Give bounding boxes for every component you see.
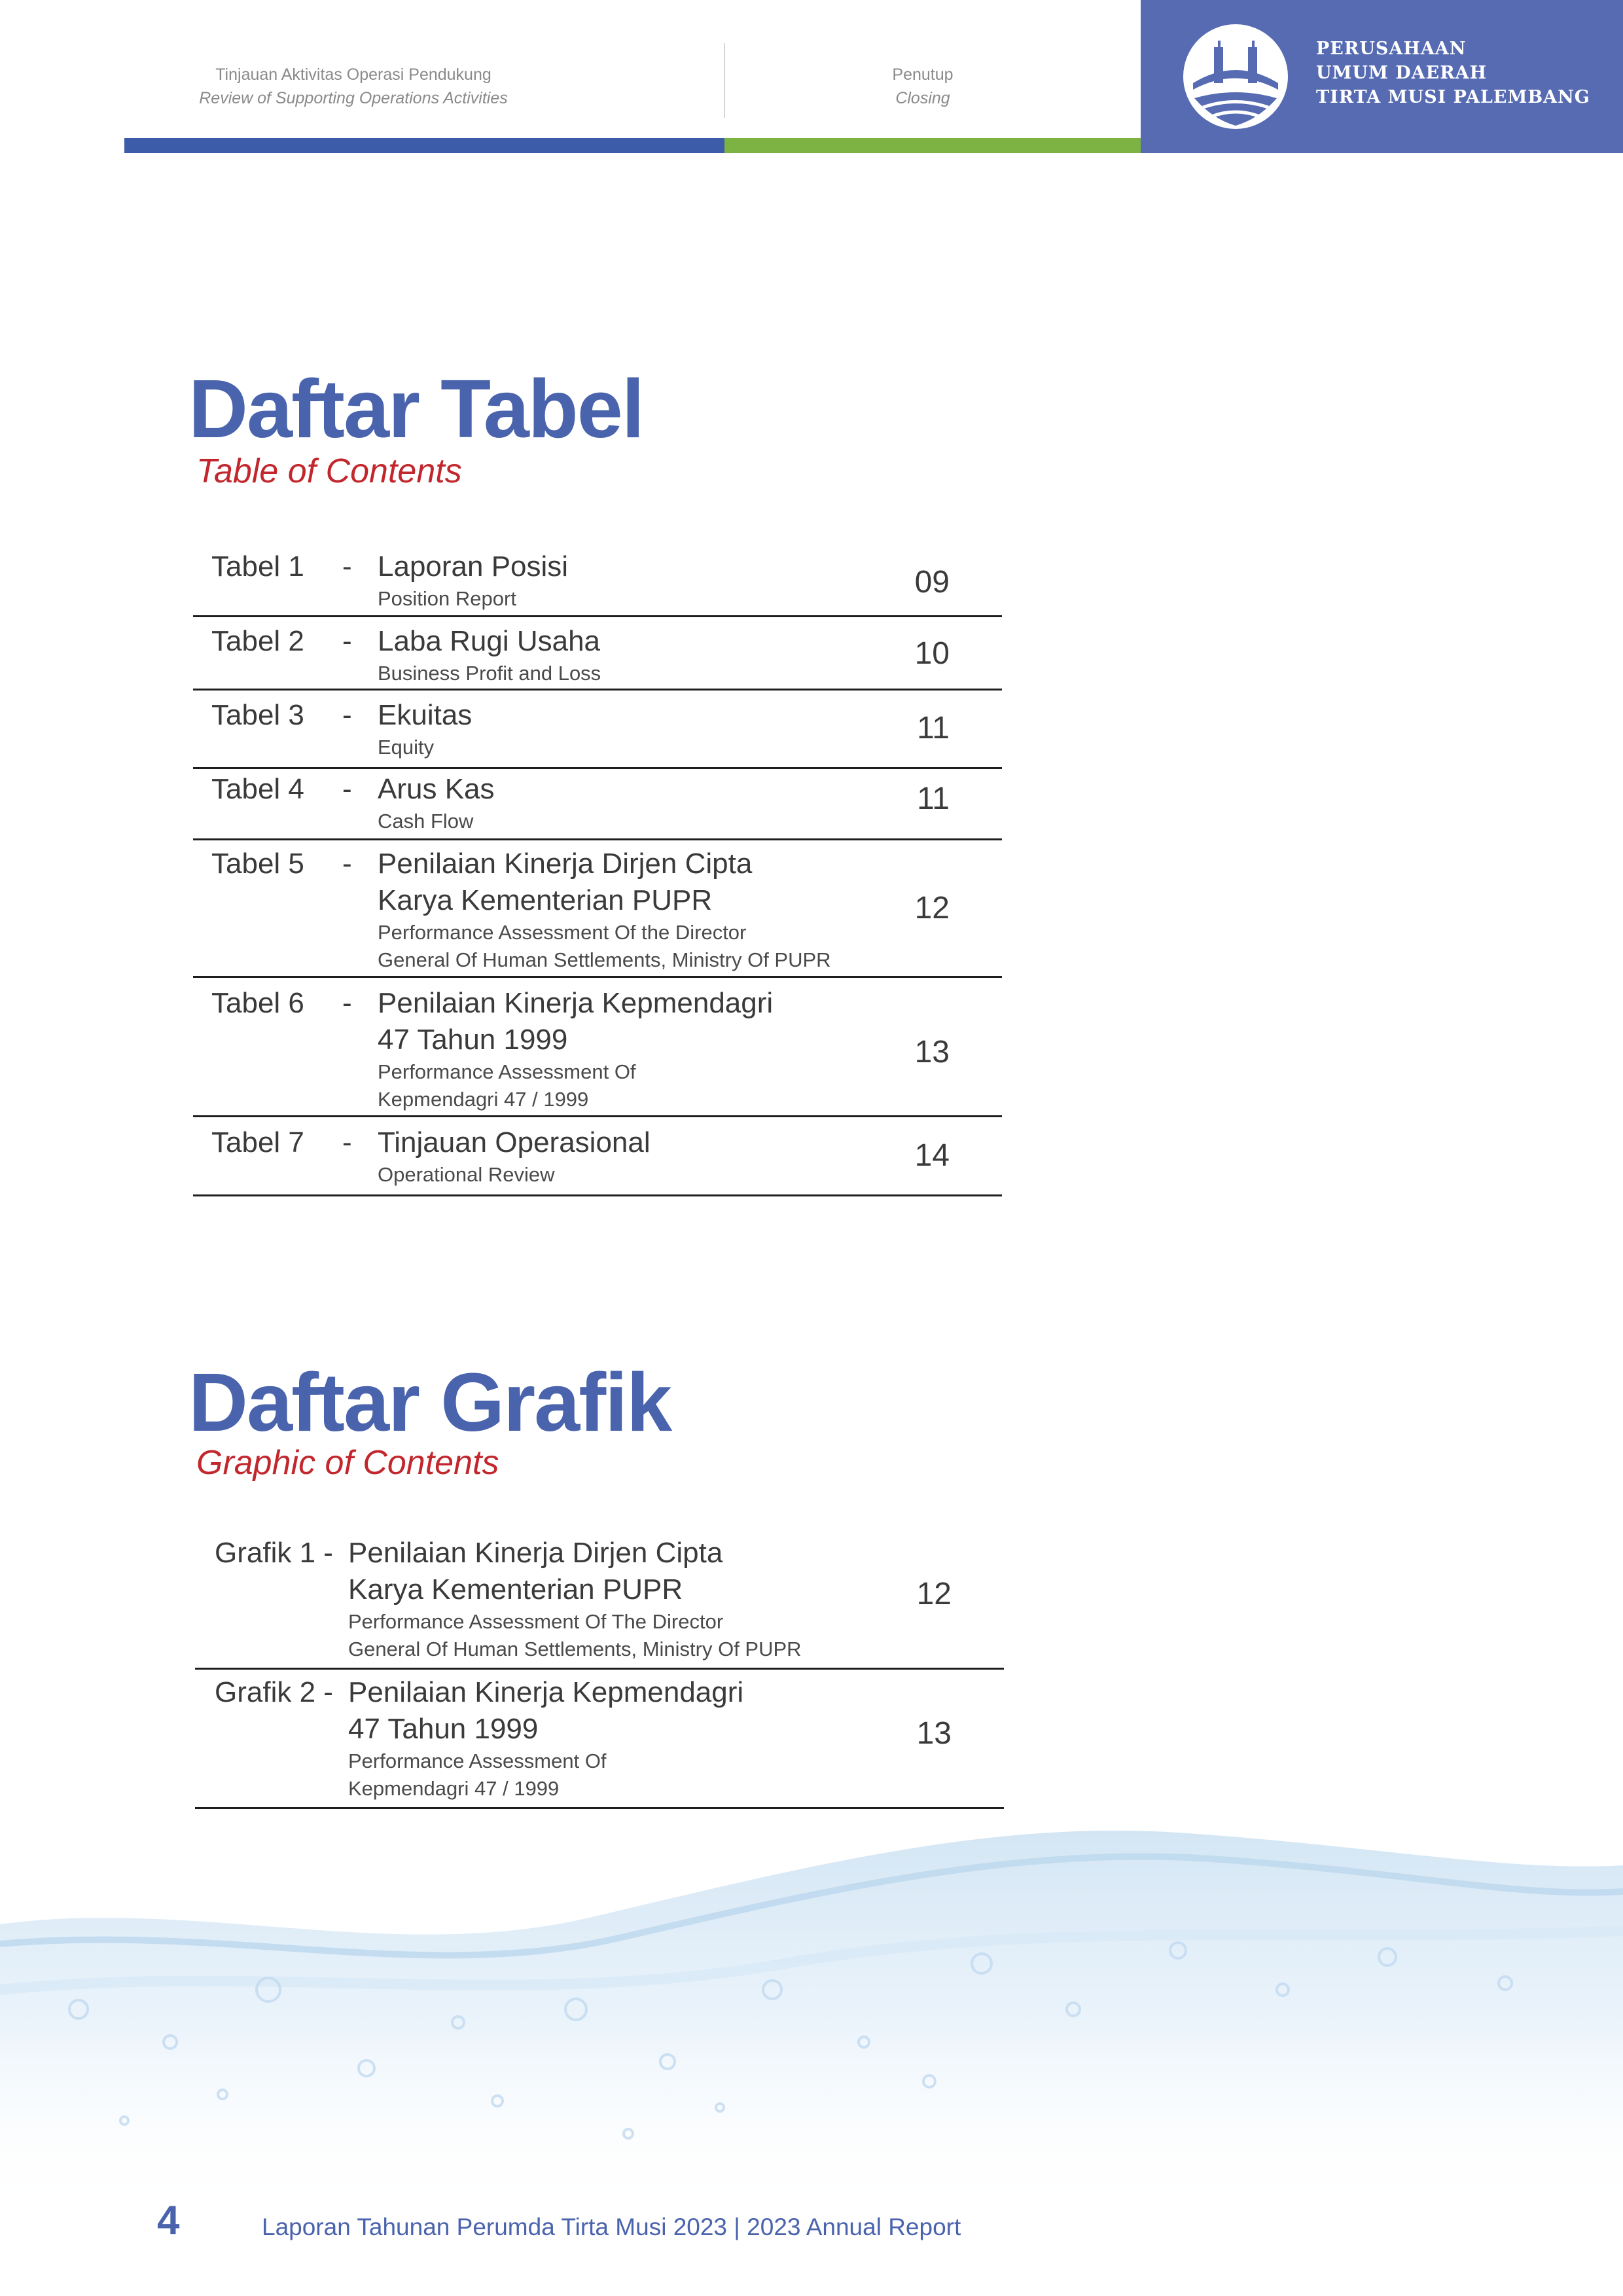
table-toc-row[interactable] [193,548,1002,617]
table-toc-row[interactable] [193,697,1002,769]
toc-page-number: 11 [917,781,950,816]
graphics-title: Daftar Grafik [188,1356,671,1448]
brand-line-2: UMUM DAERAH [1316,63,1488,83]
toc-title-id: Tinjauan Operasional [378,1126,651,1158]
toc-entry-text [378,985,773,1113]
table-toc-row[interactable] [193,771,1002,840]
toc-page-number: 12 [914,891,950,925]
toc-label: Tabel 4 [211,773,304,805]
toc-title-id: Laba Rugi Usaha [378,625,601,657]
header-divider [724,43,725,118]
toc-entry-text [378,548,568,613]
graphics-subtitle: Graphic of Contents [196,1444,499,1482]
table-toc-row[interactable] [193,985,1002,1117]
footer-text: Laporan Tahunan Perumda Tirta Musi 2023 | 2023 Annual Report [262,2214,961,2240]
header-green-bar [724,138,1141,153]
toc-title-id: Ekuitas [378,699,473,731]
toc-title-id: Arus Kas [378,773,495,805]
company-logo-icon [1180,21,1291,132]
toc-title-en: Performance Assessment Of The Director General Of Human Settlements, Ministry Of PUPR [348,1610,802,1660]
toc-title-en: Operational Review [378,1163,555,1186]
toc-title-id: Penilaian Kinerja Dirjen Cipta Karya Kementerian PUPR [348,1537,723,1605]
brand-line-3: TIRTA MUSI PALEMBANG [1316,87,1590,107]
toc-dash: - [342,625,352,657]
toc-title-en: Business Profit and Loss [378,662,601,685]
toc-label: Tabel 1 [211,550,304,583]
toc-dash: - [342,773,352,805]
toc-label: Tabel 3 [211,699,304,731]
table-toc-row[interactable] [193,623,1002,691]
toc-entry-text [378,771,495,835]
toc-page-number: 13 [916,1716,952,1751]
graphic-toc-row[interactable] [195,1535,1004,1670]
toc-dash: - [342,848,352,880]
header-blue-bar [124,138,724,153]
header-section-left-en: Review of Supporting Operations Activities [199,89,508,107]
header-section-left [124,63,582,110]
toc-page-number: 10 [914,636,950,671]
toc-title-id: Penilaian Kinerja Kepmendagri 47 Tahun 1999 [348,1676,744,1745]
brand-name [1316,37,1590,109]
header-section-right [726,63,1119,110]
toc-page-number: 09 [914,565,950,600]
toc-label: Grafik 1 - [215,1537,333,1569]
toc-entry-text [378,697,472,761]
toc-title-en: Performance Assessment Of Kepmendagri 47 / 1999 [348,1749,607,1800]
toc-title-id: Penilaian Kinerja Kepmendagri 47 Tahun 1999 [378,987,774,1056]
toc-dash: - [342,987,352,1019]
header-section-right-id: Penutup [892,65,954,84]
brand-box [1141,0,1623,153]
toc-title-en: Performance Assessment Of the Director General Of Human Settlements, Ministry Of PUPR [378,921,831,971]
toc-entry-text [378,1124,651,1189]
header-section-right-en: Closing [895,89,950,107]
toc-dash: - [342,1126,352,1158]
water-wave-decoration [0,1793,1623,2219]
toc-dash: - [342,699,352,731]
toc-title-id: Penilaian Kinerja Dirjen Cipta Karya Kementerian PUPR [378,848,753,916]
toc-label: Tabel 6 [211,987,304,1019]
toc-page-number: 12 [916,1577,952,1611]
page-number: 4 [157,2198,180,2243]
graphic-toc-row[interactable] [195,1674,1004,1809]
table-toc-row[interactable] [193,1124,1002,1196]
toc-label: Tabel 7 [211,1126,304,1158]
header-section-left-id: Tinjauan Aktivitas Operasi Pendukung [215,65,491,84]
toc-page-number: 11 [917,711,950,745]
toc-title-en: Equity [378,736,435,759]
toc-title-en: Performance Assessment Of Kepmendagri 47 / 1999 [378,1060,636,1111]
table-toc-row[interactable] [193,846,1002,978]
tables-subtitle: Table of Contents [196,452,462,490]
toc-title-en: Cash Flow [378,810,474,833]
toc-title-id: Laporan Posisi [378,550,569,583]
toc-entry-text [378,623,601,687]
toc-label: Tabel 5 [211,848,304,880]
toc-title-en: Position Report [378,587,516,610]
toc-label: Tabel 2 [211,625,304,657]
toc-dash: - [342,550,352,583]
toc-entry-text [348,1535,802,1663]
toc-entry-text [378,846,831,974]
toc-entry-text [348,1674,743,1803]
toc-page-number: 14 [914,1138,950,1173]
toc-page-number: 13 [914,1035,950,1069]
tables-title: Daftar Tabel [188,363,643,455]
brand-line-1: PERUSAHAAN [1316,39,1467,59]
toc-label: Grafik 2 - [215,1676,333,1708]
